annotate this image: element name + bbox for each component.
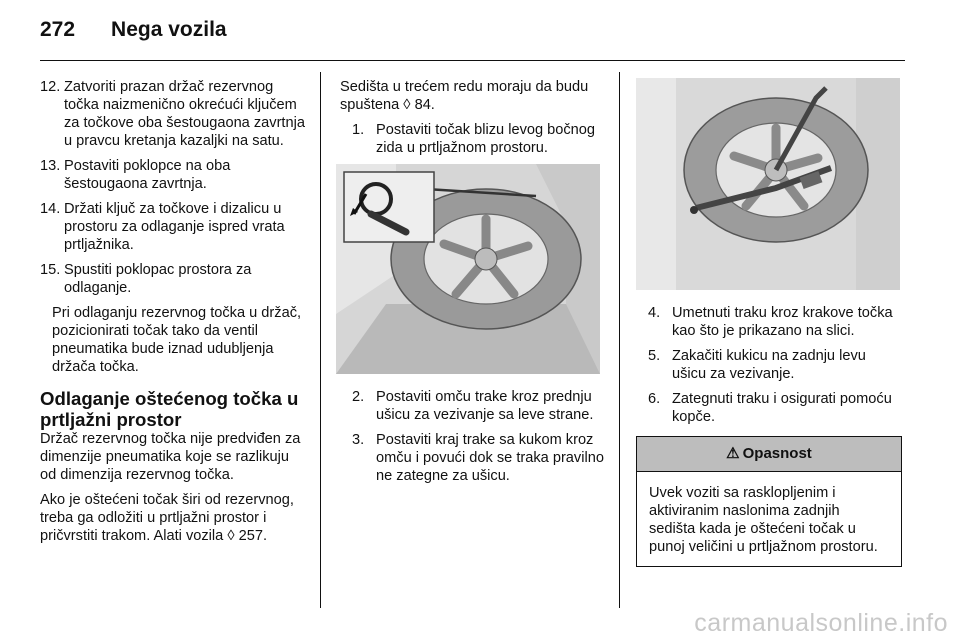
page-reference[interactable]: 257. (238, 528, 268, 544)
body-paragraph: Držač rezervnog točka nije predviđen za dimenzije pneumatika koje se razlikuju od dimenzija rezervnog točka. (40, 431, 301, 483)
page-reference-arrow-icon: ◊ (403, 97, 411, 113)
list-item: 3. Postaviti kraj trake sa kukom kroz omču i povući dok se traka pravilno ne zategne za ušicu. (352, 432, 604, 484)
spare-wheel-trunk-icon (336, 164, 600, 374)
note-paragraph: Pri odlaganju rezervnog točka u držač, pozicionirati točak tako da ventil pneumatika bude iznad udubljenja držača točka. (52, 305, 302, 375)
list-item: 4. Umetnuti traku kroz krakove točka kao što je prikazano na slici. (648, 305, 893, 339)
list-item: 12. Zatvoriti prazan držač rezervnog točka naizmenično okrećući ključem za točkove oba šestougaona zavrtnja u pravcu kretanja kazaljki na satu. (40, 79, 305, 149)
list-item: 1. Postaviti točak blizu levog bočnog zida u prtljažnom prostoru. (352, 122, 596, 156)
column-left (40, 78, 308, 552)
column-middle (340, 78, 604, 492)
warning-text: Uvek voziti sa rasklopljenim i aktiviranim naslonima zadnjih sedišta kada je oštećeni točak u punoj veličini u prtljažnom prostoru. (649, 485, 878, 555)
page-number: 272 (40, 18, 76, 41)
watermark: carmanualsonline.info (694, 609, 948, 637)
page-reference-arrow-icon: ◊ (227, 528, 235, 544)
header-rule (40, 60, 905, 61)
column-right (636, 78, 902, 567)
column-divider-2 (619, 72, 620, 608)
warning-triangle-icon: ⚠ (726, 445, 740, 462)
wheel-placement-illustration (336, 164, 600, 374)
list-item: 13. Postaviti poklopce na oba šestougaona zavrtnja. (40, 158, 231, 192)
section-heading: Odlaganje oštećenog točka u prtljažni prostor (40, 388, 299, 430)
list-item: 14. Držati ključ za točkove i dizalicu u prostoru za odlaganje ispred vrata prtljažnika. (40, 201, 285, 253)
intro-paragraph: Sedišta u trećem redu moraju da budu spuštena ◊ 84. (340, 79, 589, 113)
list-item: 2. Postaviti omču trake kroz prednju ušicu za vezivanje sa leve strane. (352, 389, 594, 423)
list-item: 15. Spustiti poklopac prostora za odlaganje. (40, 262, 252, 296)
strap-through-spokes-illustration (636, 78, 900, 290)
list-item: 5. Zakačiti kukicu na zadnju levu ušicu za vezivanje. (648, 348, 866, 382)
list-item: 6. Zategnuti traku i osigurati pomoću kopče. (648, 391, 892, 425)
warning-header (637, 437, 901, 472)
chapter-title: Nega vozila (111, 18, 227, 41)
warning-box (636, 436, 902, 567)
warning-title: Opasnost (742, 445, 812, 462)
page-reference[interactable]: 84. (414, 97, 435, 113)
strapped-spare-wheel-icon (636, 78, 900, 290)
page-header (40, 18, 227, 48)
column-divider-1 (320, 72, 321, 608)
body-paragraph: Ako je oštećeni točak širi od rezervnog, treba ga odložiti u prtljažni prostor i pričvrstiti trakom. Alati vozila ◊ 257. (40, 492, 294, 544)
